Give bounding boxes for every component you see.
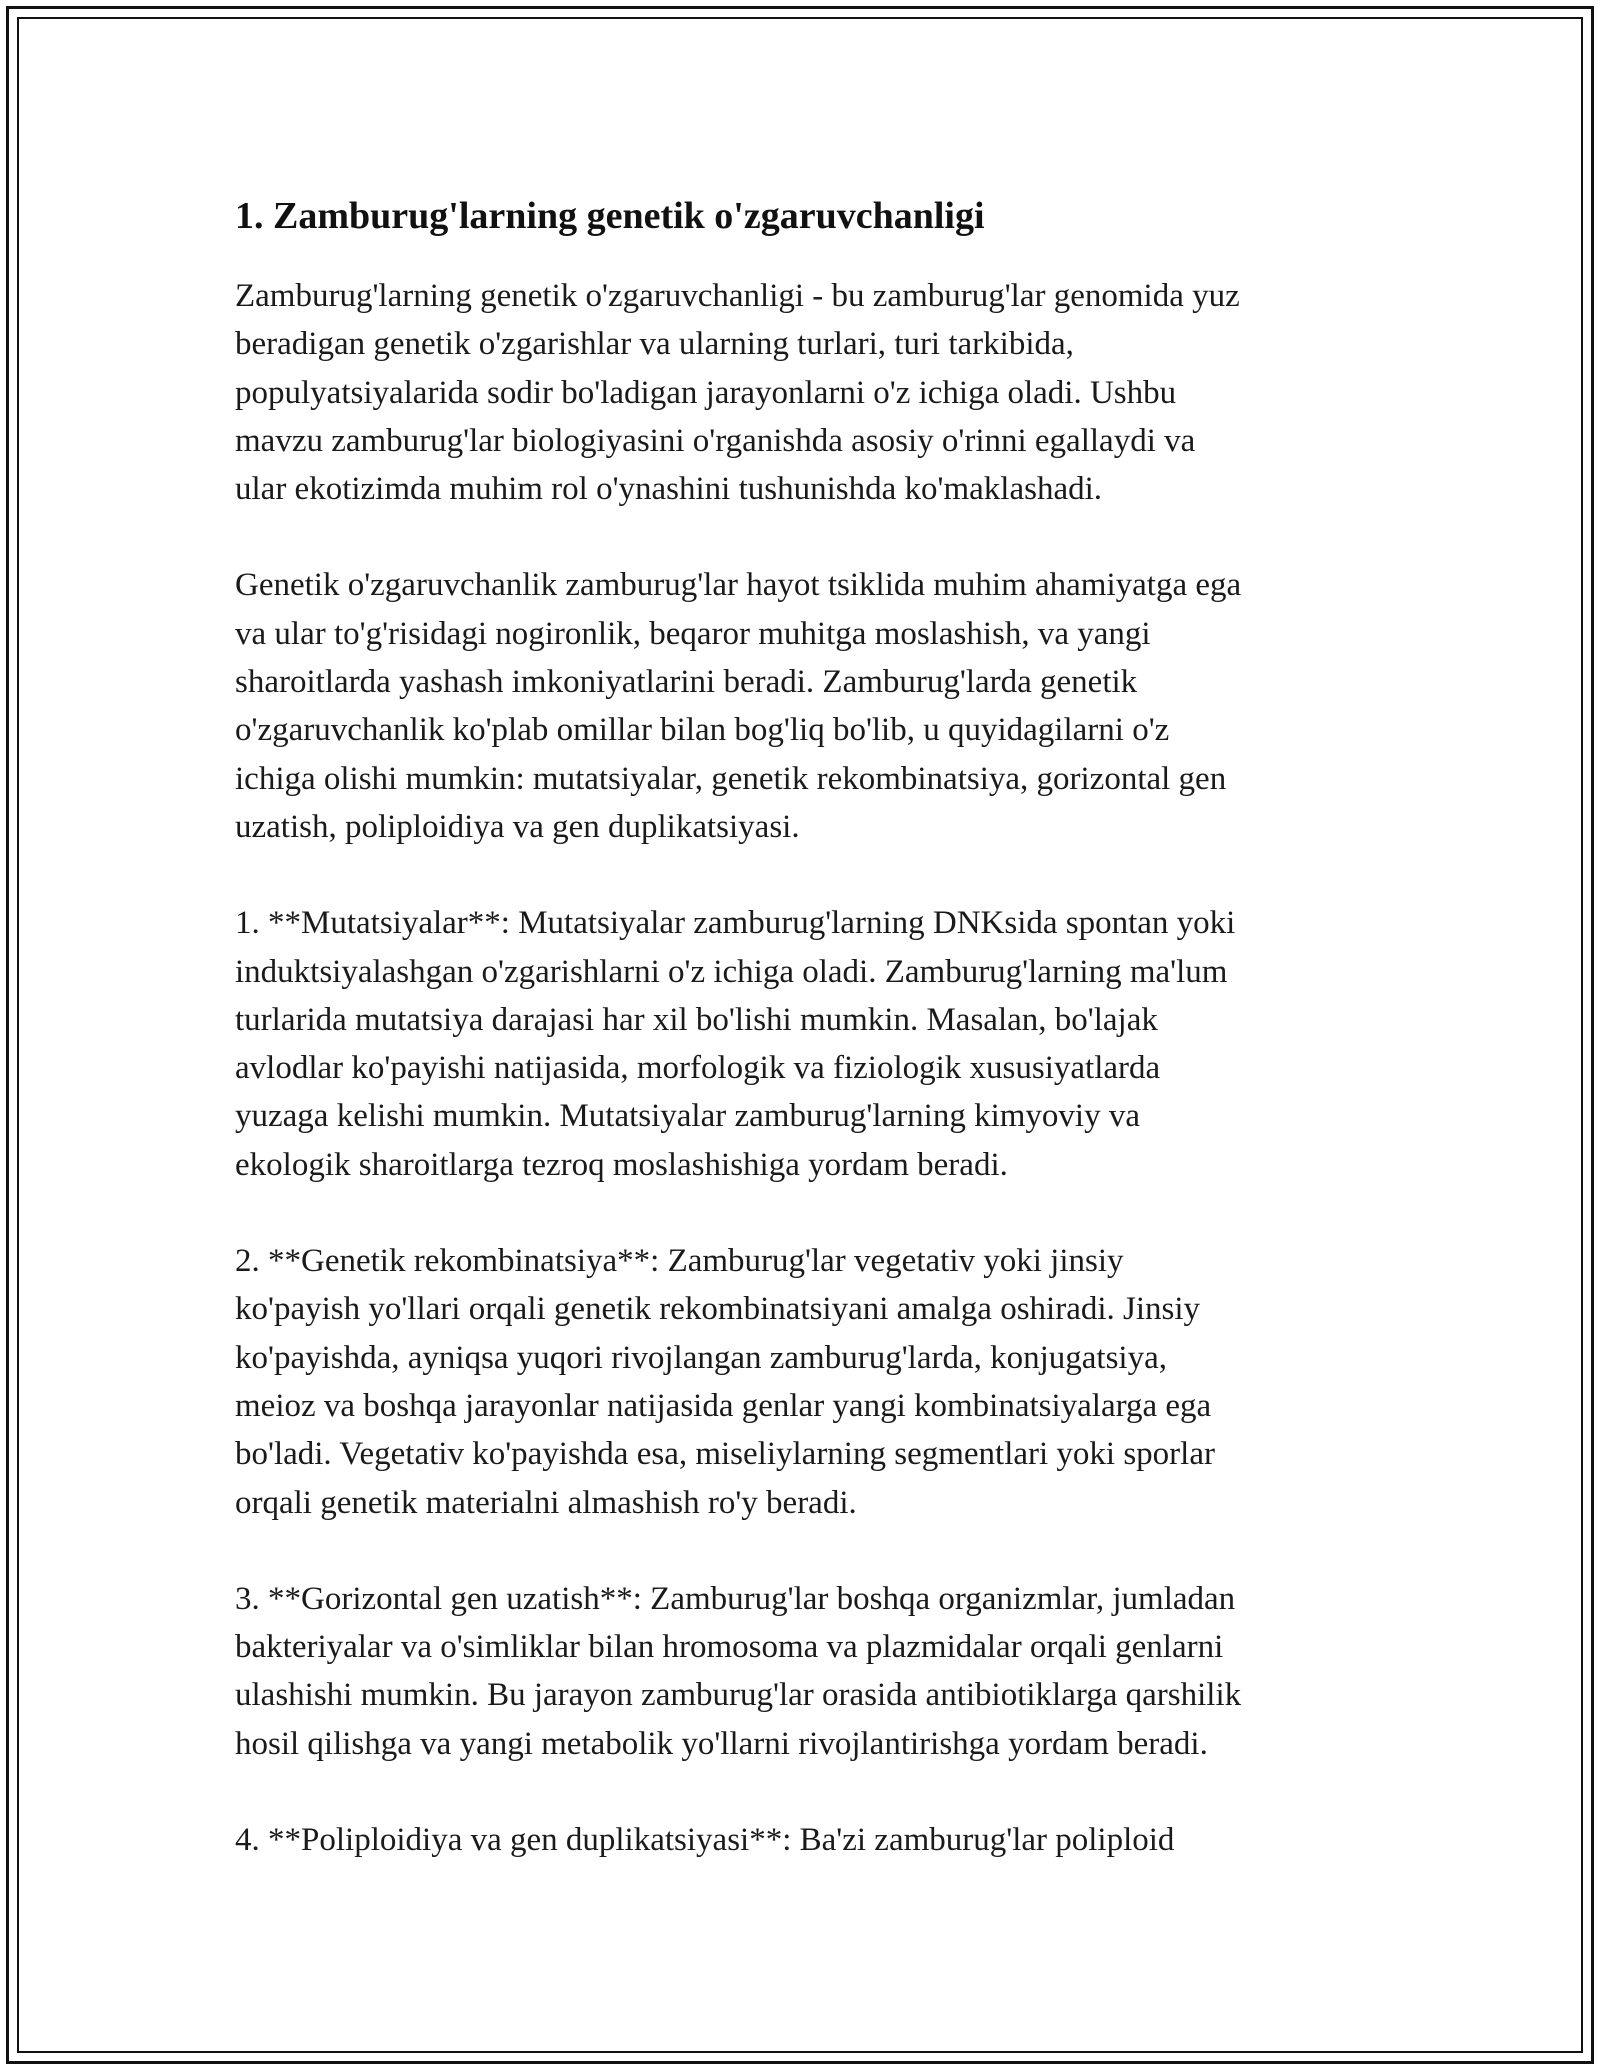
text-line: mavzu zamburug'lar biologiyasini o'rganishda asosiy o'rinni egallaydi va — [235, 422, 1196, 459]
text-line: 1. **Mutatsiyalar**: Mutatsiyalar zamburug'larning DNKsida spontan yoki — [235, 905, 1236, 942]
paragraph-4 — [235, 1237, 1375, 1527]
text-line: ekologik sharoitlarga tezroq moslashishiga yordam beradi. — [235, 1146, 1008, 1183]
paragraph-5 — [235, 1575, 1375, 1768]
paragraph-list — [235, 272, 1375, 1864]
text-line: meioz va boshqa jarayonlar natijasida genlar yangi kombinatsiyalarga ega — [235, 1387, 1212, 1424]
text-line: Genetik o'zgaruvchanlik zamburug'lar hayot tsiklida muhim ahamiyatga ega — [235, 567, 1242, 604]
text-line: sharoitlarda yashash imkoniyatlarini beradi. Zamburug'larda genetik — [235, 664, 1138, 701]
paragraph-1 — [235, 272, 1375, 513]
page-title: 1. Zamburug'larning genetik o'zgaruvchanligi — [235, 195, 985, 237]
text-line: avlodlar ko'payishi natijasida, morfologik va fiziologik xususiyatlarda — [235, 1050, 1161, 1087]
text-line: ulashishi mumkin. Bu jarayon zamburug'lar orasida antibiotiklarga qarshilik — [235, 1677, 1242, 1714]
paragraph-3 — [235, 899, 1375, 1189]
text-line: beradigan genetik o'zgarishlar va ularning turlari, turi tarkibida, — [235, 326, 1074, 363]
text-line: turlarida mutatsiya darajasi har xil bo'lishi mumkin. Masalan, bo'lajak — [235, 1001, 1158, 1038]
text-line: hosil qilishga va yangi metabolik yo'llarni rivojlantirishga yordam beradi. — [235, 1725, 1208, 1762]
text-line: orqali genetik materialni almashish ro'y beradi. — [235, 1484, 857, 1521]
text-line: induktsiyalashgan o'zgarishlarni o'z ichiga oladi. Zamburug'larning ma'lum — [235, 953, 1228, 990]
paragraph-6 — [235, 1816, 1375, 1864]
text-line: o'zgaruvchanlik ko'plab omillar bilan bog'liq bo'lib, u quyidagilarni o'z — [235, 712, 1170, 749]
text-line: uzatish, poliploidiya va gen duplikatsiyasi. — [235, 808, 800, 845]
text-line: 2. **Genetik rekombinatsiya**: Zamburug'lar vegetativ yoki jinsiy — [235, 1243, 1124, 1280]
document-body — [235, 186, 1375, 1912]
text-line: bo'ladi. Vegetativ ko'payishda esa, miseliylarning segmentlari yoki sporlar — [235, 1436, 1215, 1473]
text-line: yuzaga kelishi mumkin. Mutatsiyalar zamburug'larning kimyoviy va — [235, 1098, 1141, 1135]
paragraph-2 — [235, 561, 1375, 851]
text-line: ichiga olishi mumkin: mutatsiyalar, genetik rekombinatsiya, gorizontal gen — [235, 760, 1227, 797]
text-line: Zamburug'larning genetik o'zgaruvchanligi - bu zamburug'lar genomida yuz — [235, 278, 1240, 314]
text-line: bakteriyalar va o'simliklar bilan hromosoma va plazmidalar orqali genlarni — [235, 1629, 1224, 1666]
text-line: ular ekotizimda muhim rol o'ynashini tushunishda ko'maklashadi. — [235, 471, 1103, 508]
text-line: populyatsiyalarida sodir bo'ladigan jarayonlarni o'z ichiga oladi. Ushbu — [235, 374, 1177, 411]
text-line: va ular to'g'risidagi nogironlik, beqaror muhitga moslashish, va yangi — [235, 615, 1151, 652]
text-line: 4. **Poliploidiya va gen duplikatsiyasi**: Ba'zi zamburug'lar poliploid — [235, 1822, 1175, 1859]
text-line: ko'payishda, ayniqsa yuqori rivojlangan zamburug'larda, konjugatsiya, — [235, 1339, 1167, 1376]
text-line: 3. **Gorizontal gen uzatish**: Zamburug'lar boshqa organizmlar, jumladan — [235, 1580, 1236, 1617]
text-line: ko'payish yo'llari orqali genetik rekombinatsiyani amalga oshiradi. Jinsiy — [235, 1291, 1201, 1328]
